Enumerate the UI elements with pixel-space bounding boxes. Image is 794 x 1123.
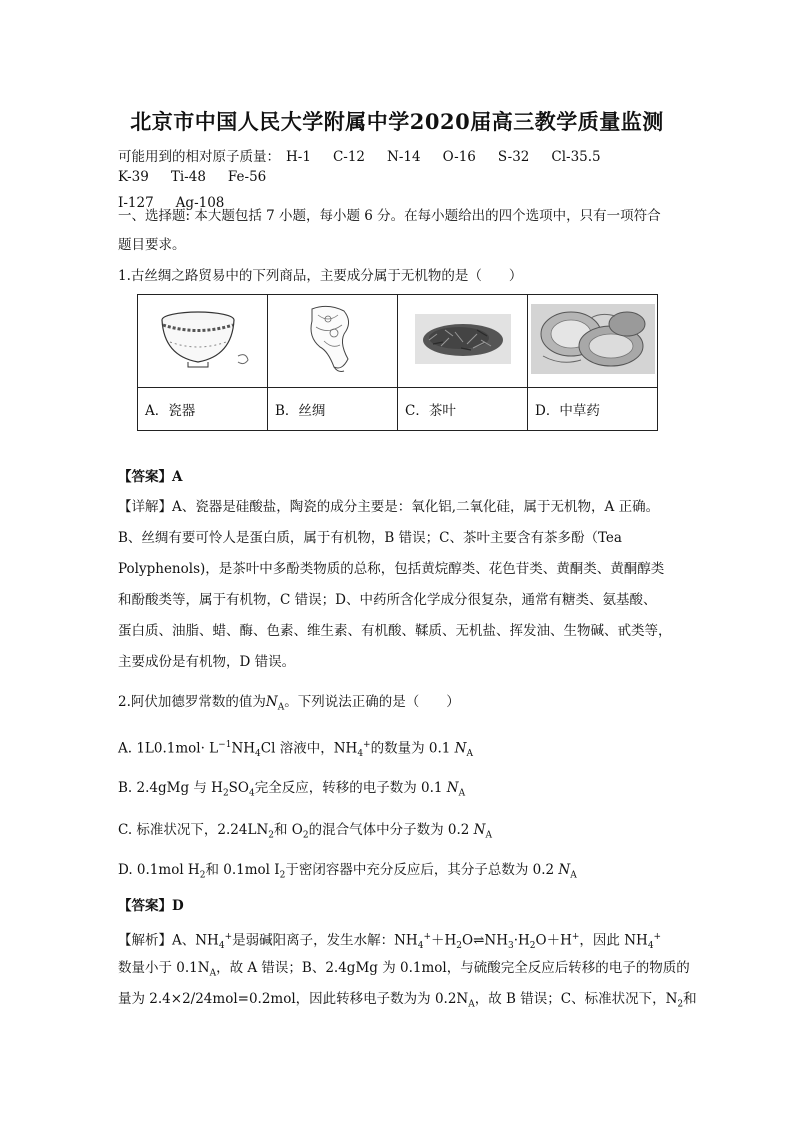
q2-option-a — [118, 735, 473, 764]
q2-option-d — [118, 860, 577, 886]
porcelain-bowl-image — [150, 304, 256, 374]
option-c-image-cell — [398, 295, 528, 388]
q1-explanation-line: 【详解】A、瓷器是硅酸盐，陶瓷的成分主要是：氧化铝,二氧化硅，属于无机物，A 正确。 — [118, 499, 660, 515]
subscript: 2 — [199, 870, 206, 881]
q2-option-c-text: 的混合气体中分子数为 0.2 — [308, 822, 470, 838]
avogadro-symbol: N — [265, 694, 278, 710]
q2-explanation-line — [118, 989, 697, 1015]
explanation-text: ，故 B 错误；C、标准状况下，N — [474, 991, 678, 1007]
explanation-text: O⇌NH — [462, 932, 508, 949]
mass-item: N-14 — [387, 149, 421, 165]
explanation-text: ＋H — [431, 932, 457, 949]
q2-option-a-text: NH — [231, 740, 256, 757]
subscript: 4 — [357, 749, 364, 760]
mass-item: H-1 — [286, 149, 311, 165]
q2-option-a-text: Cl 溶液中， — [260, 740, 334, 757]
option-d-image-cell — [528, 295, 658, 388]
subscript: 4 — [249, 788, 255, 799]
herbal-medicine-image — [531, 304, 655, 374]
superscript: + — [363, 740, 371, 750]
mass-item: Ag-108 — [175, 195, 225, 211]
q2-option-b-text: B. 2.4gMg 与 H — [118, 780, 223, 796]
q1-explanation-line: B、丝绸有要可怜人是蛋白质，属于有机物，B 错误；C、茶叶主要含有茶多酚（Tea — [118, 530, 622, 546]
q2-option-a-text: 的数量为 0.1 — [370, 740, 451, 757]
option-c-label: C．茶叶 — [398, 388, 528, 431]
mass-item: C-12 — [332, 149, 366, 165]
superscript: + — [571, 932, 580, 942]
q2-stem-text-end: 。下列说法正确的是（ ） — [284, 694, 460, 710]
superscript: + — [653, 932, 662, 942]
q2-stem-text: 2.阿伏加德罗常数的值为 — [118, 694, 266, 710]
avogadro-symbol: N — [558, 862, 571, 878]
q2-option-a-text: A. 1L0.1mol· L — [118, 740, 219, 757]
explanation-text: 和 — [683, 991, 697, 1007]
q2-option-c-text: C. 标准状况下，2.24LN — [118, 822, 269, 838]
q2-option-d-text: 于密闭容器中充分反应后，其分子总数为 0.2 — [285, 862, 555, 878]
q1-stem: 1.古丝绸之路贸易中的下列商品，主要成分属于无机物的是（ ） — [118, 268, 523, 284]
q1-answer: 【答案】A — [118, 469, 183, 485]
explanation-text: 【解析】A、NH — [118, 932, 219, 949]
subscript: A — [209, 968, 217, 979]
explanation-text: ，故 A 错误；B、2.4gMg 为 0.1mol，与硫酸完全反应后转移的电子的物质的 — [216, 960, 690, 976]
q2-option-c-text: 和 O — [274, 822, 303, 838]
mass-item: Fe-56 — [227, 169, 267, 185]
avogadro-subscript: A — [570, 870, 577, 881]
subscript: 2 — [529, 941, 536, 952]
explanation-text: ·H — [513, 932, 530, 949]
avogadro-symbol: N — [454, 740, 467, 757]
q2-explanation-line — [118, 927, 661, 956]
subscript: 4 — [218, 941, 225, 952]
explanation-text: ，因此 NH — [579, 932, 648, 949]
ammonium-ion: NH — [333, 740, 358, 757]
q2-answer: 【答案】D — [118, 898, 184, 914]
mass-item: K-39 — [118, 169, 149, 185]
avogadro-symbol: N — [473, 822, 486, 838]
q1-explanation-line: 主要成份是有机物，D 错误。 — [118, 654, 296, 670]
q2-option-b-text: SO — [228, 780, 249, 796]
atomic-masses — [118, 147, 674, 213]
option-a-label: A．瓷器 — [138, 388, 268, 431]
q1-explanation-line: Polyphenols)，是茶叶中多酚类物质的总称，包括黄烷醇类、花色苷类、黄酮类、黄酮醇类 — [118, 561, 665, 577]
q2-explanation-line — [118, 958, 690, 984]
section-heading: 一、选择题: 本大题包括 7 小题，每小题 6 分。在每小题给出的四个选项中，只有一项符合 — [118, 208, 661, 224]
subscript: A — [468, 999, 475, 1010]
explanation-text: 量为 2.4×2/24mol=0.2mol，因此转移电子数为为 0.2N — [118, 991, 469, 1007]
silk-scarf-image — [298, 301, 368, 377]
explanation-text: 是弱碱阳离子，发生水解：NH — [232, 932, 418, 949]
mass-item: Ti-48 — [170, 169, 206, 185]
avogadro-subscript: A — [277, 702, 285, 713]
mass-item: I-127 — [118, 195, 154, 211]
subscript: 2 — [302, 830, 309, 841]
subscript: 3 — [507, 941, 514, 952]
mass-item: S-32 — [497, 149, 530, 165]
option-a-image-cell — [138, 295, 268, 388]
subscript: 2 — [456, 941, 463, 952]
subscript: 2 — [279, 870, 286, 881]
atomic-masses-label: 可能用到的相对原子质量： — [118, 149, 280, 165]
subscript: 2 — [222, 788, 229, 799]
tea-leaves-image — [415, 314, 511, 364]
q2-option-b — [118, 778, 465, 804]
explanation-text: 数量小于 0.1N — [118, 960, 210, 976]
q2-option-d-text: D. 0.1mol H — [118, 862, 200, 878]
superscript: −1 — [218, 740, 232, 750]
q2-option-d-text: 和 0.1mol I — [205, 862, 280, 878]
superscript: + — [224, 932, 233, 942]
page-title: 北京市中国人民大学附属中学2020届高三教学质量监测 — [130, 109, 664, 134]
q2-option-b-text: 完全反应，转移的电子数为 0.1 — [254, 780, 443, 796]
avogadro-subscript: A — [458, 788, 466, 799]
q1-options-table — [137, 294, 658, 431]
q2-option-c — [118, 820, 492, 846]
subscript: 4 — [417, 941, 424, 952]
option-d-label: D．中草药 — [528, 388, 658, 431]
q2-stem — [118, 692, 460, 718]
subscript: 2 — [268, 830, 275, 841]
q1-explanation-line: 和酚酸类等，属于有机物，C 错误；D、中药所含化学成分很复杂，通常有糖类、氨基酸、 — [118, 592, 657, 608]
mass-item: O-16 — [442, 149, 476, 165]
avogadro-symbol: N — [446, 780, 459, 796]
mass-item: Cl-35.5 — [551, 149, 601, 165]
explanation-text: O＋H — [535, 932, 572, 949]
option-b-image-cell — [268, 295, 398, 388]
avogadro-subscript: A — [485, 830, 492, 841]
q1-explanation-line: 蛋白质、油脂、蜡、酶、色素、维生素、有机酸、鞣质、无机盐、挥发油、生物碱、甙类等， — [118, 623, 672, 639]
subscript: 4 — [647, 941, 654, 952]
avogadro-subscript: A — [466, 749, 473, 760]
superscript: + — [423, 932, 431, 942]
subscript: 4 — [255, 749, 261, 760]
subscript: 2 — [677, 999, 684, 1010]
section-heading-cont: 题目要求。 — [118, 237, 186, 253]
option-b-label: B．丝绸 — [268, 388, 398, 431]
